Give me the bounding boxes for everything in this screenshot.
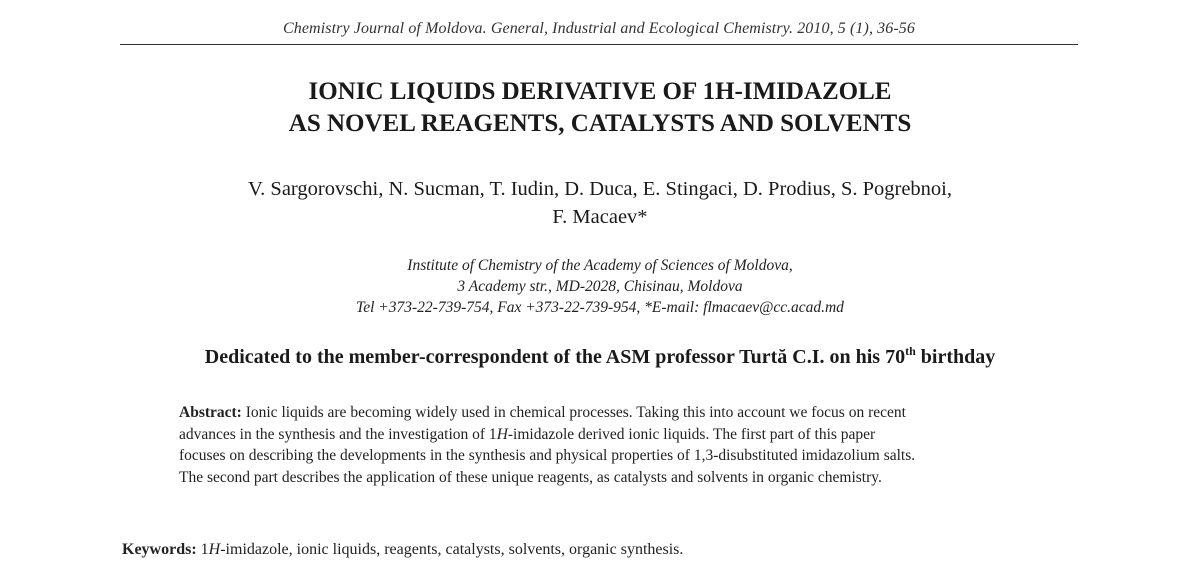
paper-title	[0, 76, 1200, 140]
abstract-line-4: The second part describes the application of these unique reagents, as catalysts and solvents in organic chemistry.	[179, 468, 882, 486]
abstract-line-2-italic: H	[496, 425, 508, 443]
dedication-suffix: birthday	[915, 346, 996, 368]
keywords-prefix: 1	[196, 541, 209, 558]
title-line-1: IONIC LIQUIDS DERIVATIVE OF 1H-IMIDAZOLE	[308, 78, 892, 105]
affiliation-line-1: Institute of Chemistry of the Academy of Sciences of Moldova,	[407, 257, 793, 274]
dedication-superscript: th	[905, 344, 916, 358]
dedication-text: Dedicated to the member-correspondent of the ASM professor Turtă C.I. on his 70	[204, 346, 906, 368]
abstract-label: Abstract:	[179, 404, 242, 421]
title-line-2: AS NOVEL REAGENTS, CATALYSTS AND SOLVENTS	[288, 110, 912, 137]
keywords-label: Keywords:	[122, 541, 197, 558]
affiliation-line-2: 3 Academy str., MD-2028, Chisinau, Moldova	[457, 278, 743, 295]
keywords-suffix: -imidazole, ionic liquids, reagents, catalysts, solvents, organic synthesis.	[220, 541, 684, 558]
authors-line-1: V. Sargorovschi, N. Sucman, T. Iudin, D. Duca, E. Stingaci, D. Prodius, S. Pogrebnoi,	[248, 178, 952, 200]
dedication	[0, 344, 1200, 370]
affiliation-line-3: Tel +373-22-739-754, Fax +373-22-739-954, *E-mail: flmacaev@cc.acad.md	[356, 299, 844, 316]
abstract-line-2-prefix: advances in the synthesis and the investigation of 1	[179, 425, 497, 443]
abstract	[179, 402, 1039, 488]
abstract-line-3: focuses on describing the developments in the synthesis and physical properties of 1,3-disubstituted imidazolium salts.	[179, 447, 916, 464]
affiliation	[0, 255, 1200, 318]
keywords	[122, 539, 683, 560]
keywords-italic: H	[208, 541, 221, 558]
header-rule	[120, 44, 1078, 45]
abstract-line-2-suffix: -imidazole derived ionic liquids. The first part of this paper	[507, 425, 876, 443]
abstract-line-2	[179, 424, 1039, 446]
abstract-line-1-text: Ionic liquids are becoming widely used in chemical processes. Taking this into account we focus on recent	[241, 404, 906, 421]
journal-header: Chemistry Journal of Moldova. General, Industrial and Ecological Chemistry. 2010, 5 (1), 36-56	[282, 20, 915, 37]
abstract-line-1	[179, 402, 1039, 424]
authors	[0, 175, 1200, 231]
authors-line-2: F. Macaev*	[552, 206, 648, 228]
